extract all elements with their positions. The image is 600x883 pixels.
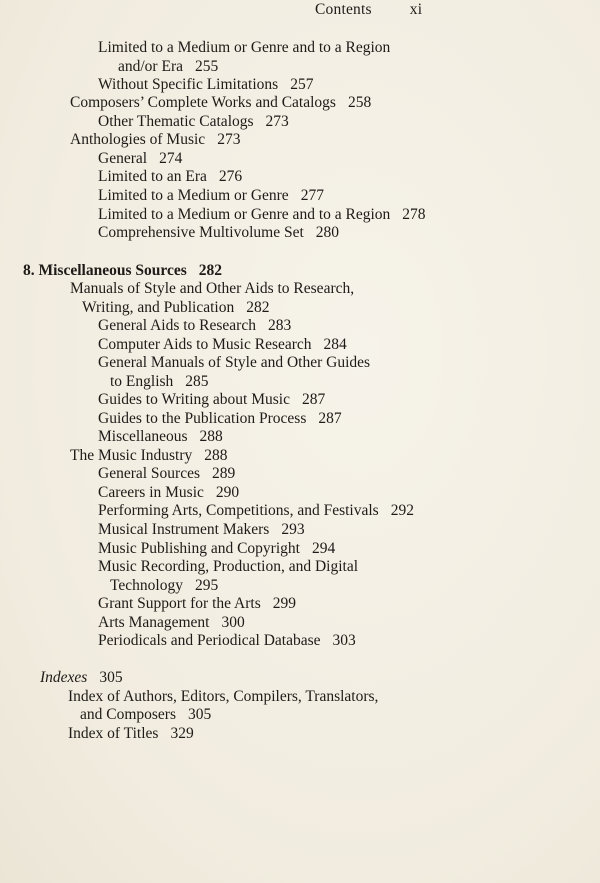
toc-entry: Limited to an Era 276	[98, 168, 243, 185]
toc-entry: Careers in Music 290	[98, 484, 240, 501]
toc-page-number: 284	[323, 336, 347, 353]
toc-entry: Computer Aids to Music Research 284	[98, 336, 347, 353]
toc-entry: Comprehensive Multivolume Set 280	[98, 224, 340, 241]
toc-entry: Performing Arts, Competitions, and Festivals 292	[98, 502, 414, 519]
toc-entry: Musical Instrument Makers 293	[98, 521, 305, 538]
toc-entry: Writing, and Publication 282	[82, 299, 270, 316]
toc-entry: to English 285	[110, 373, 209, 390]
toc-page-number: 287	[301, 391, 326, 408]
toc-entry: Limited to a Medium or Genre and to a Region	[98, 39, 391, 56]
toc-page-number: 280	[315, 224, 340, 241]
toc-page-number: 305	[99, 669, 123, 686]
toc-page-number: 257	[290, 76, 314, 93]
toc-page-number: 278	[402, 206, 426, 223]
toc-page-number: 287	[318, 410, 342, 427]
toc-entry: Composers’ Complete Works and Catalogs 258	[70, 94, 372, 111]
toc-entry: Manuals of Style and Other Aids to Research,	[70, 280, 355, 297]
toc-entry: Music Publishing and Copyright 294	[98, 540, 336, 557]
running-head-page-number: xi	[409, 1, 423, 18]
toc-entry: General Manuals of Style and Other Guides	[98, 354, 371, 371]
toc-entry: Limited to a Medium or Genre 277	[98, 187, 324, 204]
toc-page-number: 292	[390, 502, 414, 519]
toc-entry: Guides to Writing about Music 287	[98, 391, 326, 408]
toc-entry: Without Specific Limitations 257	[98, 76, 314, 93]
toc-entry: General Sources 289	[98, 465, 236, 482]
toc-page-number: 282	[198, 262, 222, 279]
toc-page-number: 285	[185, 373, 209, 390]
toc-page-number: 283	[267, 317, 292, 334]
toc-page-number: 289	[212, 465, 236, 482]
toc-entry: Index of Titles 329	[68, 725, 194, 742]
toc-page-number: 255	[194, 58, 219, 75]
toc-page-number: 305	[188, 706, 212, 723]
toc-page-number: 294	[311, 540, 336, 557]
toc-entry: and/or Era 255	[118, 58, 219, 75]
toc-page-number: 290	[215, 484, 240, 501]
toc-entry: Index of Authors, Editors, Compilers, Translators,	[68, 688, 379, 705]
toc-entry: Grant Support for the Arts 299	[98, 595, 296, 612]
toc-entry: Guides to the Publication Process 287	[98, 410, 342, 427]
toc-page-number: 277	[300, 187, 324, 204]
toc-page-number: 293	[281, 521, 305, 538]
toc-entry: Anthologies of Music 273	[70, 131, 241, 148]
toc-page-number: 288	[204, 447, 228, 464]
toc-entry: Technology 295	[110, 577, 219, 594]
running-head-title: Contents	[315, 1, 372, 18]
toc-entry: The Music Industry 288	[70, 447, 228, 464]
toc-entry: Arts Management 300	[98, 614, 245, 631]
toc-section-heading: Indexes 305	[40, 669, 123, 686]
toc-page-number: 282	[246, 299, 270, 316]
toc-entry: Other Thematic Catalogs 273	[98, 113, 289, 130]
toc-entry: and Composers 305	[80, 706, 212, 723]
toc-page-number: 288	[199, 428, 223, 445]
toc-page-number: 295	[194, 577, 219, 594]
toc-page-number: 300	[221, 614, 245, 631]
toc-entry: General 274	[98, 150, 183, 167]
toc-entry: Limited to a Medium or Genre and to a Region 278	[98, 206, 426, 223]
toc-page-number: 273	[217, 131, 241, 148]
toc-page-number: 329	[170, 725, 194, 742]
toc-entry: General Aids to Research 283	[98, 317, 292, 334]
toc-entry: Miscellaneous 288	[98, 428, 223, 445]
toc-chapter-heading: 8. Miscellaneous Sources 282	[23, 262, 222, 279]
toc-page-number: 276	[218, 168, 243, 185]
toc-entry: Music Recording, Production, and Digital	[98, 558, 359, 575]
toc-page-number: 303	[332, 632, 356, 649]
toc-page-number: 258	[347, 94, 372, 111]
toc-page-number: 299	[272, 595, 296, 612]
toc-page-number: 274	[159, 150, 183, 167]
running-head	[315, 1, 422, 19]
toc-entry: Periodicals and Periodical Database 303	[98, 632, 356, 649]
toc-page-number: 273	[265, 113, 289, 130]
